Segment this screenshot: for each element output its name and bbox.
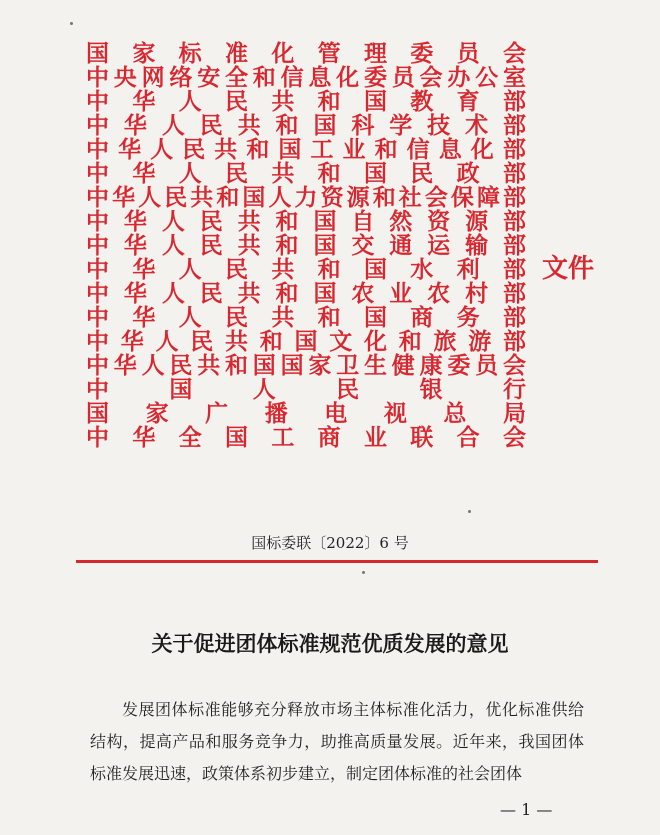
issuer-line: 中 华 人 民 共 和 国 人 力 资 源 和 社 会 保 障 部 [86, 184, 526, 211]
issuer-line: 中 华 人 民 共 和 国 农 业 农 村 部 [86, 280, 526, 307]
issuer-line: 中 华 人 民 共 和 国 水 利 部 [86, 256, 526, 283]
document-number: 国标委联〔2022〕6 号 [251, 534, 409, 552]
issuer-line: 中 华 人 民 共 和 国 交 通 运 输 部 [86, 232, 526, 259]
issuer-line: 中 华 人 民 共 和 国 民 政 部 [86, 160, 526, 187]
red-divider-line [76, 560, 598, 563]
page-number: — 1 — [500, 800, 553, 819]
issuer-line: 国 家 标 准 化 管 理 委 员 会 [86, 40, 526, 67]
scan-speck [468, 510, 471, 513]
issuer-line: 中 华 全 国 工 商 业 联 合 会 [86, 424, 526, 451]
issuer-line: 中 华 人 民 共 和 国 文 化 和 旅 游 部 [86, 328, 526, 355]
issuer-line: 中 国 人 民 银 行 [86, 376, 526, 403]
issuer-line: 中 华 人 民 共 和 国 工 业 和 信 息 化 部 [86, 136, 526, 163]
issuer-line: 中 华 人 民 共 和 国 科 学 技 术 部 [86, 112, 526, 139]
issuer-line: 中 华 人 民 共 和 国 自 然 资 源 部 [86, 208, 526, 235]
issuer-line: 国 家 广 播 电 视 总 局 [86, 400, 526, 427]
scan-speck [362, 571, 365, 574]
issuer-line: 中 华 人 民 共 和 国 国 家 卫 生 健 康 委 员 会 [86, 352, 526, 379]
issuer-line: 中 华 人 民 共 和 国 商 务 部 [86, 304, 526, 331]
document-suffix: 文件 [542, 254, 595, 284]
document-title: 关于促进团体标准规范优质发展的意见 [151, 631, 509, 656]
scan-speck [70, 22, 73, 25]
issuer-list [86, 42, 526, 450]
issuer-line: 中 华 人 民 共 和 国 教 育 部 [86, 88, 526, 115]
body-paragraph: 发展团体标准能够充分释放市场主体标准化活力，优化标准供给结构，提高产品和服务竞争力，助推高质量发展。近年来，我国团体标准发展迅速，政策体系初步建立，制定团体标准的社会团体 [90, 700, 584, 783]
issuer-line: 中 央 网 络 安 全 和 信 息 化 委 员 会 办 公 室 [86, 64, 526, 91]
